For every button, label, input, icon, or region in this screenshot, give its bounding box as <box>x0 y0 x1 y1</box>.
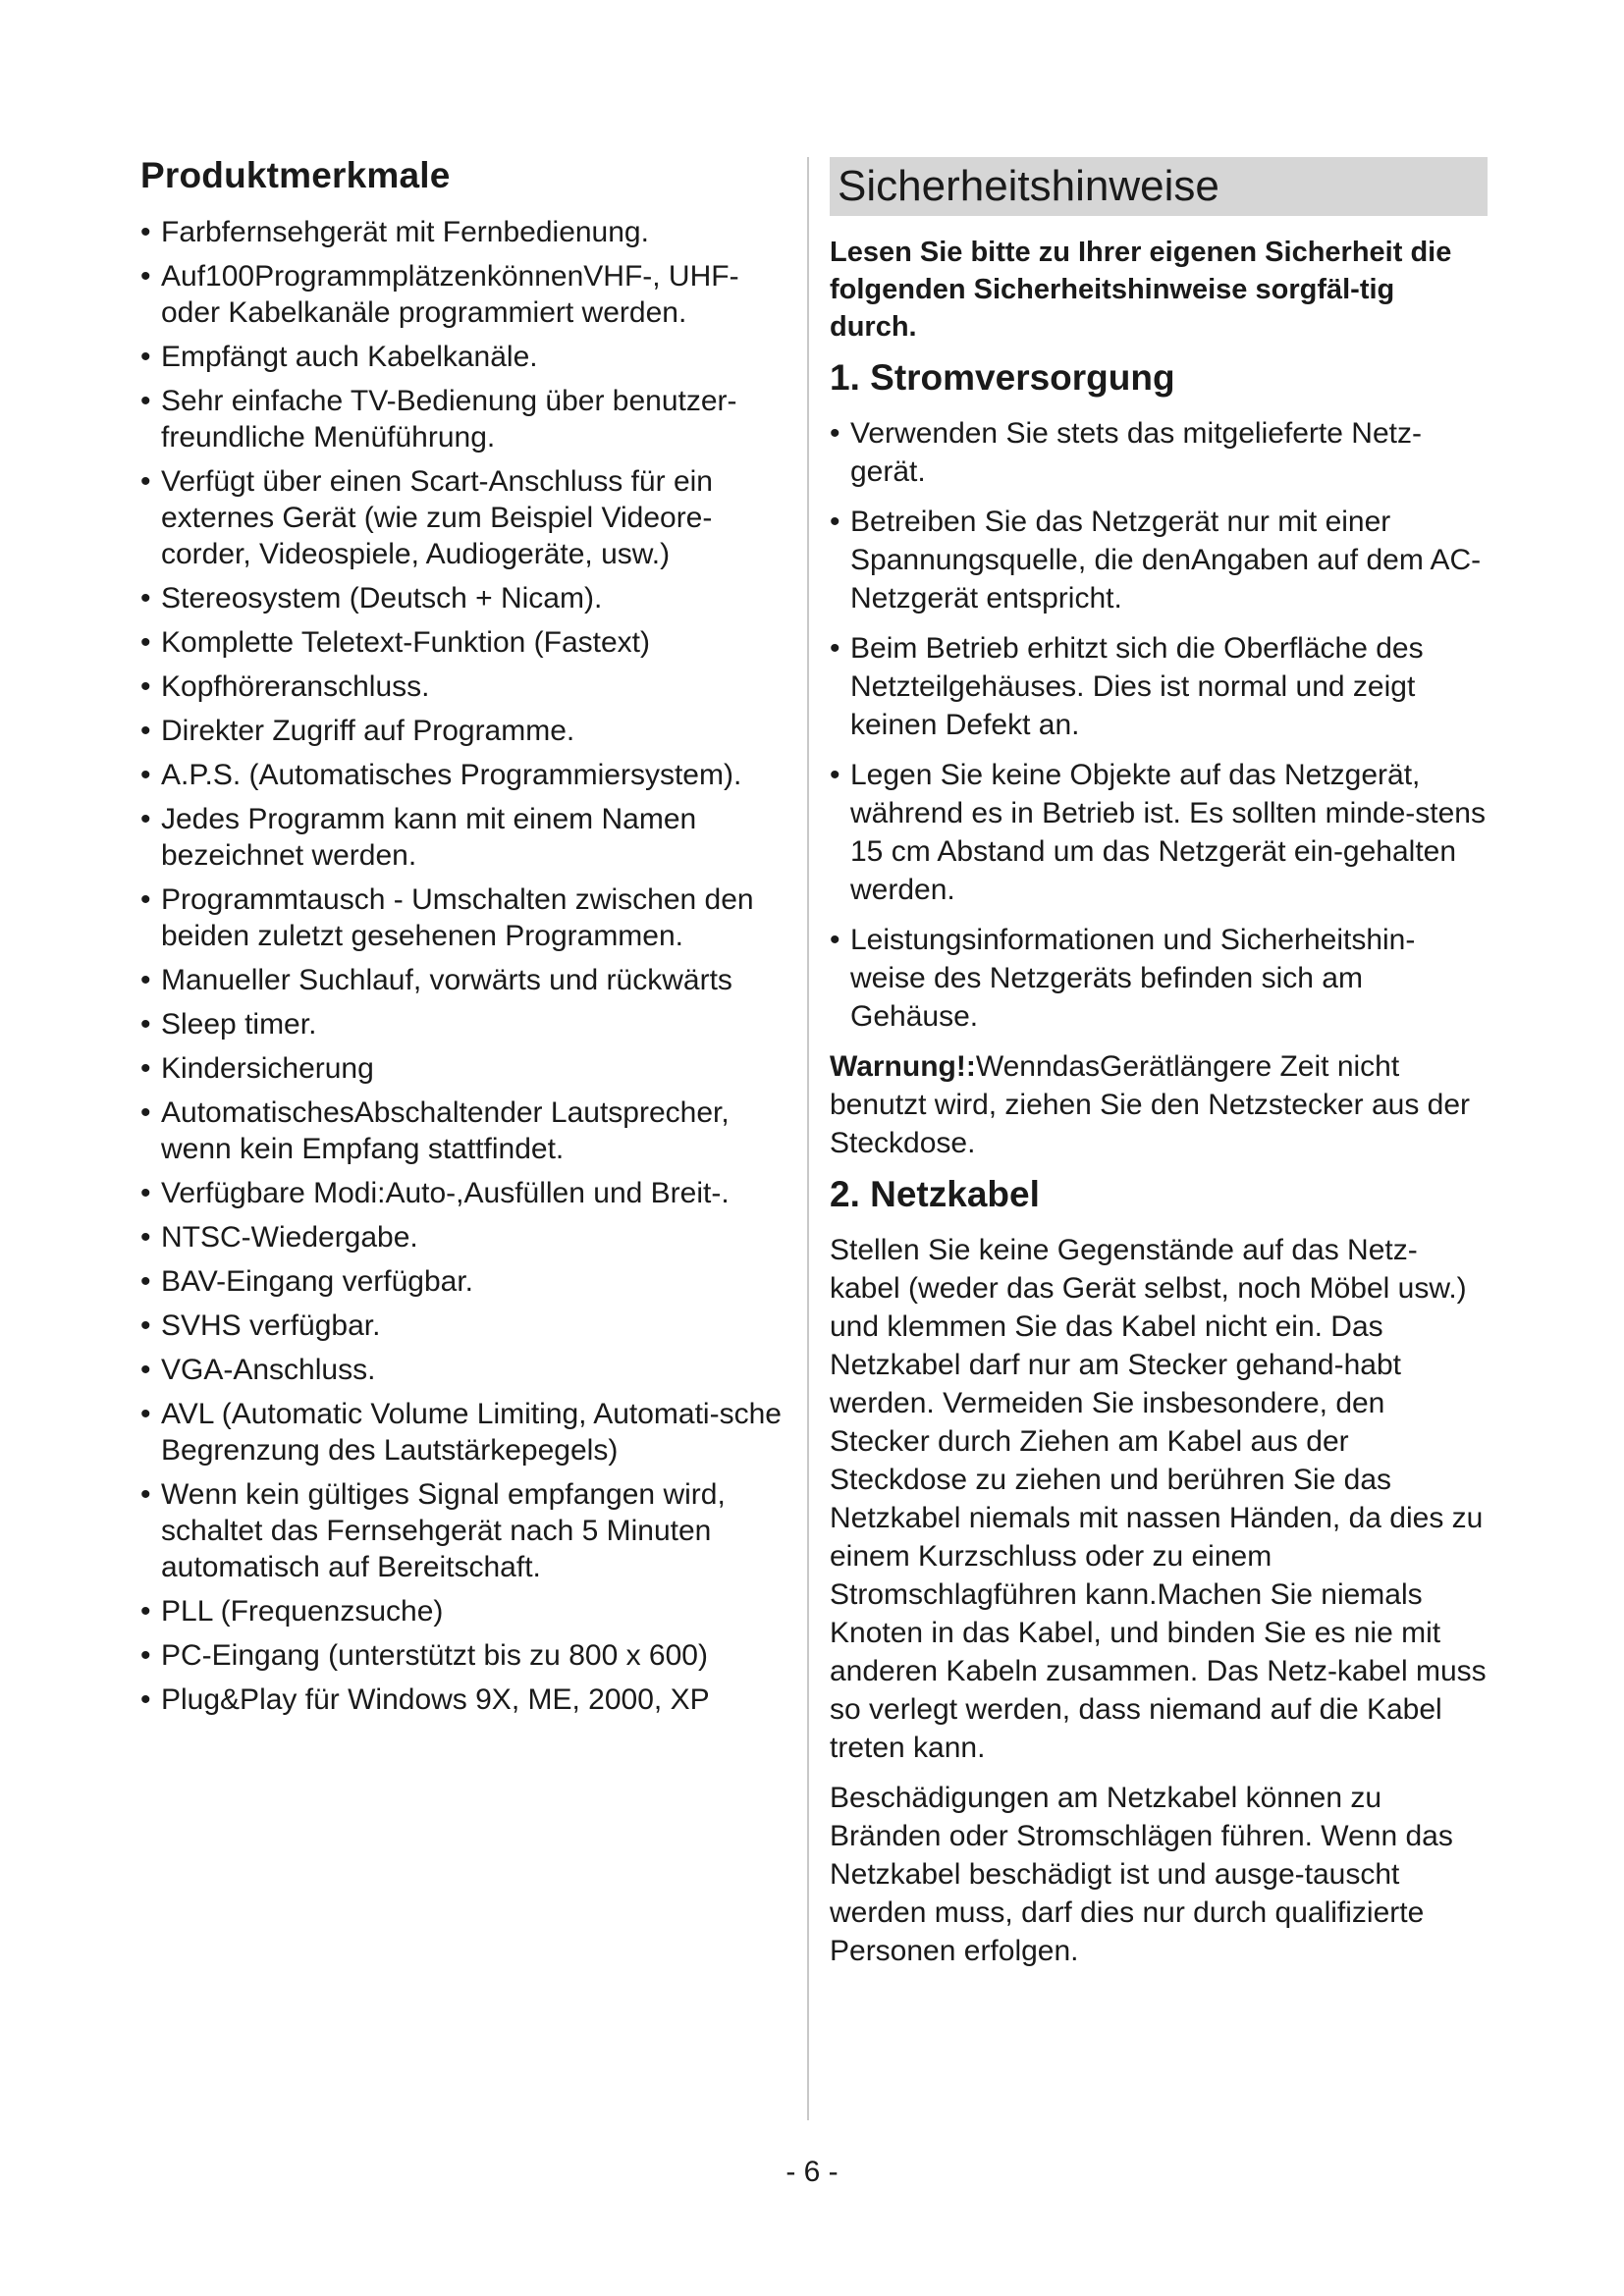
features-heading: Produktmerkmale <box>140 155 451 195</box>
list-item: • Legen Sie keine Objekte auf das Netzgerät, während es in Betrieb ist. Es sollten minde-stens 15 cm Abstand um das Netzgerät ein-gehalten werden. <box>830 756 1488 909</box>
list-item: • VGA-Anschluss. <box>140 1352 798 1388</box>
safety-intro: Lesen Sie bitte zu Ihrer eigenen Sicherheit die folgenden Sicherheitshinweise sorgfäl-tig durch. <box>830 237 1452 343</box>
list-item: • Auf100ProgrammplätzenkönnenVHF-, UHF- oder Kabelkanäle programmiert werden. <box>140 258 798 331</box>
warning-text: WenndasGerätlängere Zeit nicht benutzt wird, ziehen Sie den Netzstecker aus der Steckdose. <box>830 1050 1471 1159</box>
list-item: • Verfügt über einen Scart-Anschluss für ein externes Gerät (wie zum Beispiel Videore-corder, Videospiele, Audiogeräte, usw.) <box>140 463 798 572</box>
list-item: • Stereosystem (Deutsch + Nicam). <box>140 580 798 616</box>
list-item: • Komplette Teletext-Funktion (Fastext) <box>140 624 798 661</box>
list-item: • Leistungsinformationen und Sicherheitshin-weise des Netzgeräts befinden sich am Gehäuse. <box>830 921 1488 1036</box>
warning-paragraph <box>830 1047 1488 1162</box>
list-item: • NTSC-Wiedergabe. <box>140 1219 798 1255</box>
page-number: - 6 - <box>785 2156 839 2188</box>
section-heading-cable: 2. Netzkabel <box>830 1174 1040 1214</box>
list-item: • Kindersicherung <box>140 1050 798 1087</box>
list-item: • Sehr einfache TV-Bedienung über benutzer-freundliche Menüführung. <box>140 383 798 455</box>
list-item: • AVL (Automatic Volume Limiting, Automati-sche Begrenzung des Lautstärkepegels) <box>140 1396 798 1468</box>
list-item: • Verfügbare Modi:Auto-,Ausfüllen und Breit-. <box>140 1175 798 1211</box>
list-item: • Jedes Programm kann mit einem Namen bezeichnet werden. <box>140 801 798 874</box>
features-column <box>140 155 798 1726</box>
list-item: • Kopfhöreranschluss. <box>140 668 798 705</box>
section-heading-power: 1. Stromversorgung <box>830 357 1175 398</box>
list-item: • Plug&Play für Windows 9X, ME, 2000, XP <box>140 1682 798 1718</box>
column-divider <box>807 157 809 2120</box>
list-item: • Verwenden Sie stets das mitgelieferte Netz-gerät. <box>830 414 1488 491</box>
list-item: • Direkter Zugriff auf Programme. <box>140 713 798 749</box>
list-item: • Beim Betrieb erhitzt sich die Oberfläche des Netzteilgehäuses. Dies ist normal und zeigt keinen Defekt an. <box>830 629 1488 744</box>
list-item: • Sleep timer. <box>140 1006 798 1042</box>
warning-label: Warnung!: <box>830 1050 976 1083</box>
features-list <box>140 214 798 1718</box>
cable-paragraph-1: Stellen Sie keine Gegenstände auf das Netz-kabel (weder das Gerät selbst, noch Möbel usw.) und klemmen Sie das Kabel nicht ein. Das Netzkabel darf nur am Stecker gehand-habt werden. Vermeiden Sie insbesondere, den Stecker durch Ziehen am Kabel aus der Steckdose zu ziehen und berühren Sie das Netzkabel niemals mit nassen Händen, da dies zu einem Kurzschluss oder zu einem Stromschlagführen kann.Machen Sie niemals Knoten in das Kabel, und binden Sie es nie mit anderen Kabeln zusammen. Das Netz-kabel muss so verlegt werden, dass niemand auf die Kabel treten kann. <box>830 1234 1487 1764</box>
list-item: • Wenn kein gültiges Signal empfangen wird, schaltet das Fernsehgerät nach 5 Minuten automatisch auf Bereitschaft. <box>140 1476 798 1585</box>
list-item: • AutomatischesAbschaltender Lautsprecher, wenn kein Empfang stattfindet. <box>140 1095 798 1167</box>
power-list <box>830 414 1488 1036</box>
safety-title: Sicherheitshinweise <box>830 157 1488 216</box>
list-item: • Empfängt auch Kabelkanäle. <box>140 339 798 375</box>
list-item: • A.P.S. (Automatisches Programmiersystem). <box>140 757 798 793</box>
list-item: • PC-Eingang (unterstützt bis zu 800 x 600) <box>140 1637 798 1674</box>
cable-paragraph-2: Beschädigungen am Netzkabel können zu Bränden oder Stromschlägen führen. Wenn das Netzkabel beschädigt ist und ausge-tauscht werden muss, darf dies nur durch qualifizierte Personen erfolgen. <box>830 1782 1453 1967</box>
list-item: • Farbfernsehgerät mit Fernbedienung. <box>140 214 798 250</box>
list-item: • Betreiben Sie das Netzgerät nur mit einer Spannungsquelle, die denAngaben auf dem AC-Netzgerät entspricht. <box>830 503 1488 617</box>
list-item: • PLL (Frequenzsuche) <box>140 1593 798 1629</box>
safety-column <box>830 157 1488 1982</box>
list-item: • Manueller Suchlauf, vorwärts und rückwärts <box>140 962 798 998</box>
list-item: • BAV-Eingang verfügbar. <box>140 1263 798 1300</box>
list-item: • SVHS verfügbar. <box>140 1308 798 1344</box>
list-item: • Programmtausch - Umschalten zwischen den beiden zuletzt gesehenen Programmen. <box>140 881 798 954</box>
